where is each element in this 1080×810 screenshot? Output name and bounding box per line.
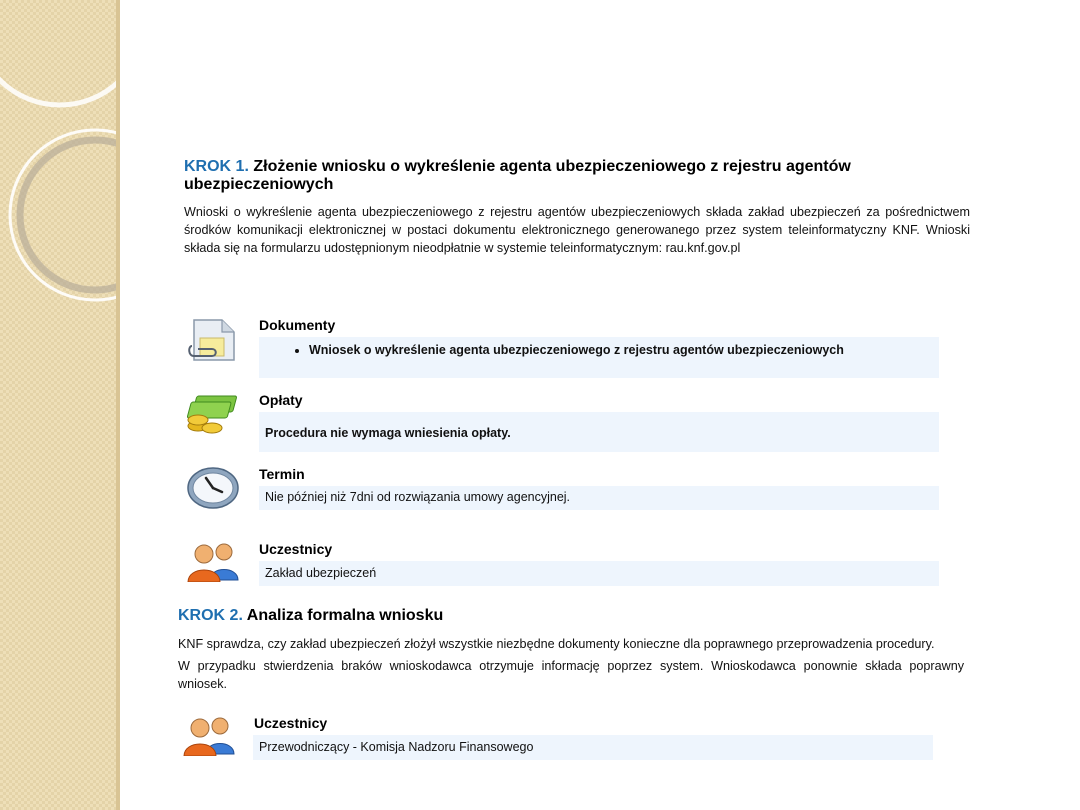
step2-label: KROK 2. bbox=[178, 607, 243, 624]
list-item: • Wniosek o wykreślenie agenta ubezpieczeniowego z rejestru agentów ubezpieczeniowych bbox=[309, 342, 933, 358]
documents-list bbox=[265, 342, 933, 358]
step2-title: Analiza formalna wniosku bbox=[246, 607, 444, 624]
clock-icon bbox=[186, 466, 240, 510]
step1-title: Złożenie wniosku o wykreślenie agenta ubezpieczeniowego z rejestru agentów ubezpieczeniowych bbox=[184, 158, 851, 193]
fees-title: Opłaty bbox=[259, 392, 303, 408]
money-coins-icon bbox=[184, 392, 242, 434]
deadline-box: Nie później niż 7dni od rozwiązania umowy agencyjnej. bbox=[259, 486, 939, 510]
step1-description bbox=[184, 203, 970, 261]
step2-description bbox=[178, 635, 964, 697]
fees-box: Procedura nie wymaga wniesienia opłaty. bbox=[259, 412, 939, 452]
step2-participants-title: Uczestnicy bbox=[254, 715, 328, 731]
people-icon bbox=[184, 540, 242, 582]
documents-box bbox=[259, 337, 939, 378]
step2-paragraph-2: W przypadku stwierdzenia braków wnioskodawca otrzymuje informację poprzez system. Wnioskodawca ponownie składa poprawny wniosek. bbox=[178, 659, 964, 691]
step2-heading bbox=[178, 607, 938, 625]
step1-heading bbox=[184, 158, 944, 194]
step2-paragraph-1: KNF sprawdza, czy zakład ubezpieczeń złożył wszystkie niezbędne dokumenty konieczne dla poprawnego przeprowadzenia procedury. bbox=[178, 637, 935, 651]
participants-title: Uczestnicy bbox=[259, 541, 333, 557]
participants-box: Zakład ubezpieczeń bbox=[259, 561, 939, 586]
document-paperclip-icon bbox=[186, 316, 240, 364]
people-icon bbox=[180, 714, 238, 756]
step1-description-text: Wnioski o wykreślenie agenta ubezpieczeniowego z rejestru agentów ubezpieczeniowych składa zakład ubezpieczeń za pośrednictwem środków komunikacji elektronicznej w postaci dokumentu elektronicznego generowanego przez system teleinformatyczny KNF. Wnioski składa się na formularzu udostępnionym nieodpłatnie w systemie teleinformatycznym: rau.knf.gov.pl bbox=[184, 205, 970, 255]
documents-title: Dokumenty bbox=[259, 317, 336, 333]
deadline-title: Termin bbox=[259, 466, 305, 482]
step1-label: KROK 1. bbox=[184, 158, 249, 175]
step2-participants-box: Przewodniczący - Komisja Nadzoru Finansowego bbox=[253, 735, 933, 760]
